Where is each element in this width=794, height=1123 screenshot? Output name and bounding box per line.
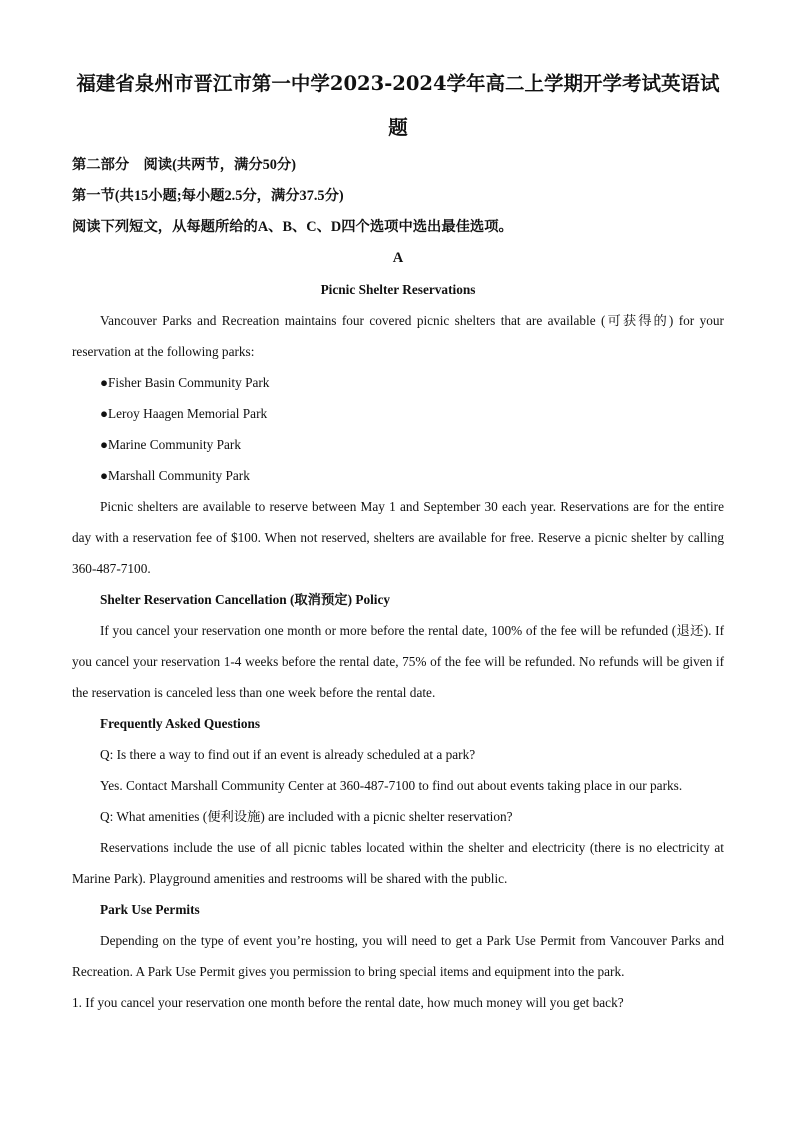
instruction-text: 阅读下列短文，从每题所给的A、B、C、D四个选项中选出最佳选项。 xyxy=(72,219,513,235)
document-page xyxy=(72,62,724,1018)
section-part-heading: 第二部分 阅读(共两节，满分50分) xyxy=(72,157,296,173)
park-list-item: ●Fisher Basin Community Park xyxy=(100,375,270,390)
faq-heading: Frequently Asked Questions xyxy=(100,716,261,731)
question-1: 1. If you cancel your reservation one month before the rental date, how much money will you get back? xyxy=(72,995,624,1010)
passage-title: Picnic Shelter Reservations xyxy=(320,282,476,297)
park-list-item: ●Leroy Haagen Memorial Park xyxy=(100,406,268,421)
park-list-item: ●Marine Community Park xyxy=(100,437,241,452)
faq-question: Q: Is there a way to find out if an event is already scheduled at a park? xyxy=(100,747,476,762)
faq-question: Q: What amenities (便利设施) are included with a picnic shelter reservation? xyxy=(100,809,513,824)
park-list-item: ●Marshall Community Park xyxy=(100,468,250,483)
passage-letter: A xyxy=(392,250,404,266)
section-sub-heading: 第一节(共15小题;每小题2.5分，满分37.5分) xyxy=(72,188,344,204)
permit-heading: Park Use Permits xyxy=(100,902,200,917)
cancel-policy-heading: Shelter Reservation Cancellation (取消预定) Policy xyxy=(100,592,391,607)
intro-paragraph: Vancouver Parks and Recreation maintains four covered picnic shelters that are available (可获得的) for your reservation at the following parks: xyxy=(72,313,724,359)
availability-paragraph: Picnic shelters are available to reserve between May 1 and September 30 each year. Reservations are for the entire day with a reservation fee of $100. When not reserved, shelters are available for free. Reserve a picnic shelter by calling 360-487-7100. xyxy=(72,499,724,576)
page-title: 福建省泉州市晋江市第一中学2023-2024学年高二上学期开学考试英语试题 xyxy=(76,72,720,139)
faq-answer: Reservations include the use of all picnic tables located within the shelter and electricity (there is no electricity at Marine Park). Playground amenities and restrooms will be shared with the public. xyxy=(72,840,724,886)
faq-answer: Yes. Contact Marshall Community Center at 360-487-7100 to find out about events taking place in our parks. xyxy=(100,778,683,793)
permit-paragraph: Depending on the type of event you’re hosting, you will need to get a Park Use Permit from Vancouver Parks and Recreation. A Park Use Permit gives you permission to bring special items and equipment into the park. xyxy=(72,933,724,979)
cancel-policy-paragraph: If you cancel your reservation one month or more before the rental date, 100% of the fee will be refunded (退还). If you cancel your reservation 1-4 weeks before the rental date, 75% of the fee will be refunded. No refunds will be given if the reservation is canceled less than one week before the rental date. xyxy=(72,623,724,700)
